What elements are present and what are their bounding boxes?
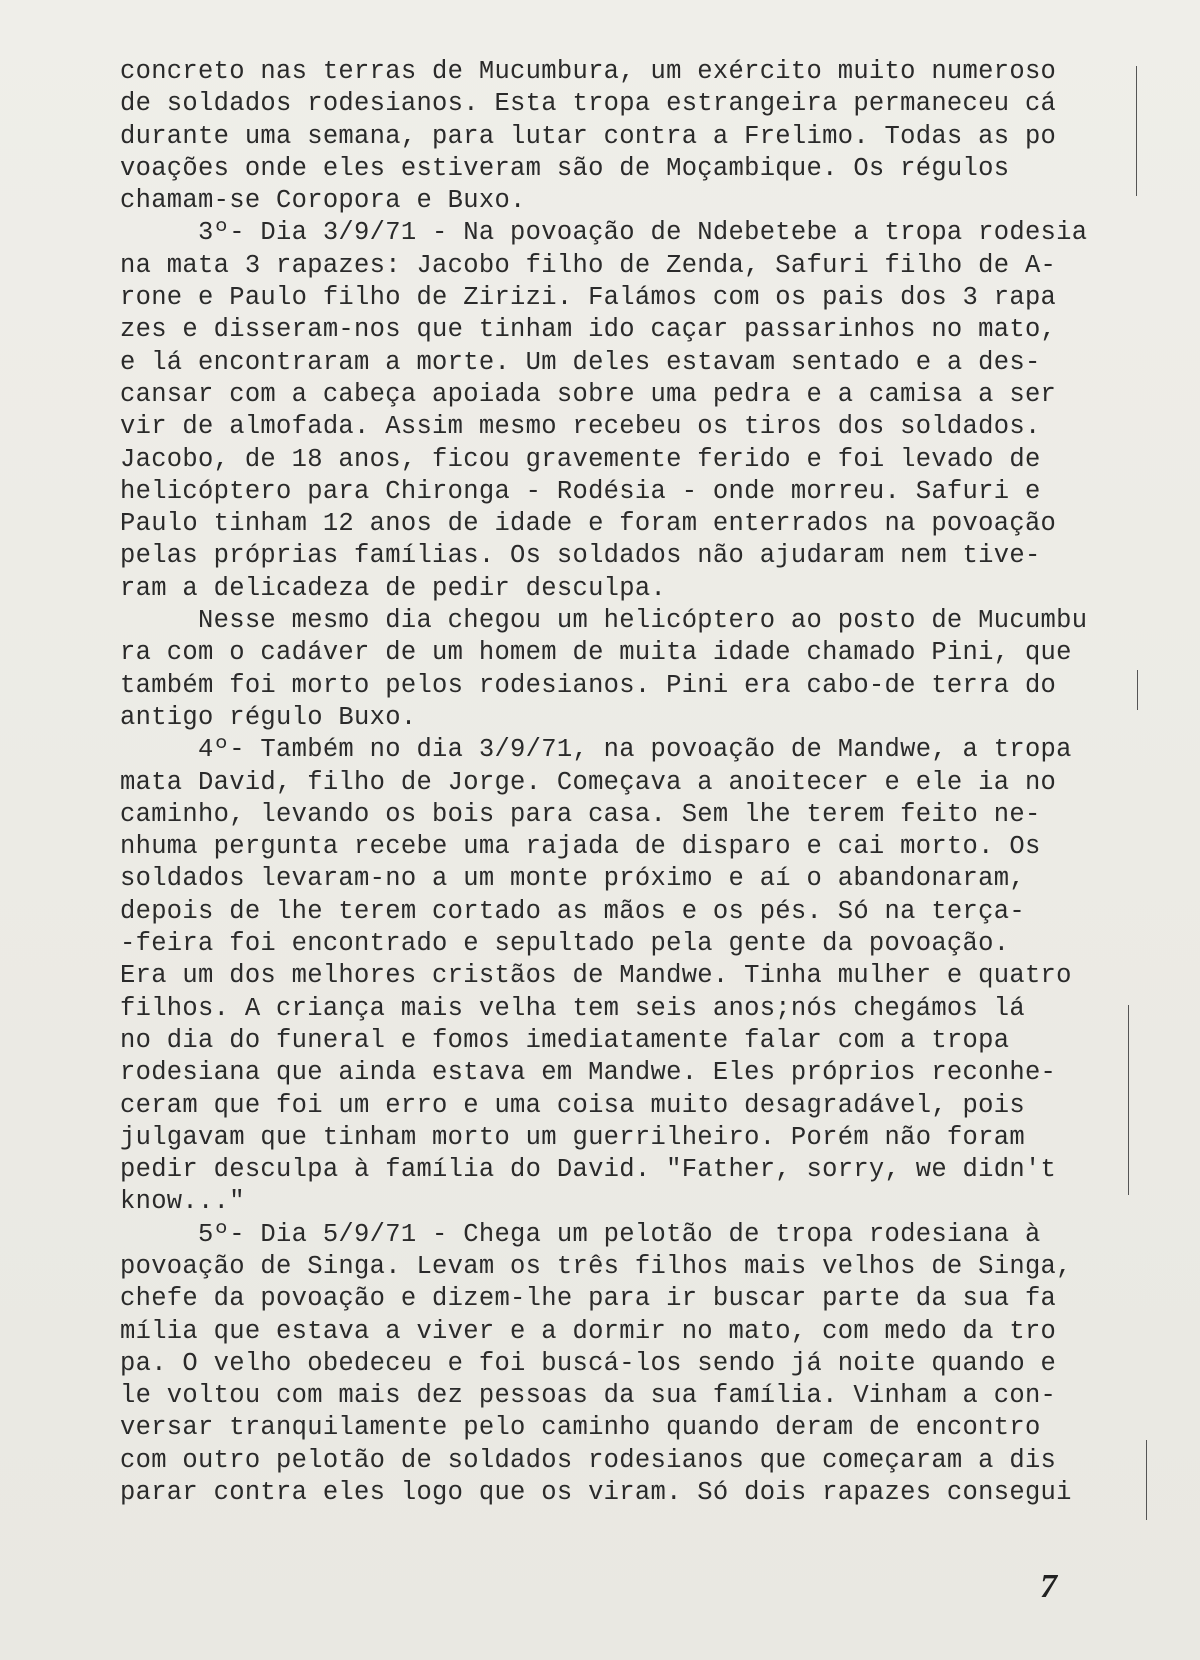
text-line: voações onde eles estiveram são de Moçambique. Os régulos <box>120 153 1010 183</box>
text-line: -feira foi encontrado e sepultado pela gente da povoação. <box>120 929 1010 959</box>
text-line: também foi morto pelos rodesianos. Pini era cabo-de terra do <box>120 670 1057 700</box>
text-line: ram a delicadeza de pedir desculpa. <box>120 573 667 603</box>
text-line: no dia do funeral e fomos imediatamente falar com a tropa <box>120 1025 1010 1055</box>
text-line: Era um dos melhores cristãos de Mandwe. Tinha mulher e quatro <box>120 961 1072 991</box>
body-text <box>120 56 1130 1542</box>
text-line: rone e Paulo filho de Zirizi. Falámos com os pais dos 3 rapa <box>120 283 1057 313</box>
text-line: zes e disseram-nos que tinham ido caçar passarinhos no mato, <box>120 315 1057 345</box>
text-line: soldados levaram-no a um monte próximo e aí o abandonaram, <box>120 864 1025 894</box>
text-line <box>120 1509 1130 1541</box>
text-line: vir de almofada. Assim mesmo recebeu os tiros dos soldados. <box>120 412 1041 442</box>
text-line: chamam-se Coropora e Buxo. <box>120 186 526 216</box>
right-margin-rule-top <box>1136 66 1137 196</box>
text-line: pedir desculpa à família do David. "Father, sorry, we didn't <box>120 1155 1057 1185</box>
text-line: mília que estava a viver e a dormir no mato, com medo da tro <box>120 1316 1057 1346</box>
text-line: com outro pelotão de soldados rodesianos que começaram a dis <box>120 1445 1057 1475</box>
text-line: concreto nas terras de Mucumbura, um exército muito numeroso <box>120 57 1057 86</box>
text-line: filhos. A criança mais velha tem seis anos;nós chegámos lá <box>120 993 1025 1023</box>
text-line: cansar com a cabeça apoiada sobre uma pedra e a camisa a ser <box>120 379 1057 409</box>
text-line: know..." <box>120 1187 245 1217</box>
text-line: Paulo tinham 12 anos de idade e foram enterrados na povoação <box>120 509 1057 539</box>
text-line: e lá encontraram a morte. Um deles estavam sentado e a des- <box>120 347 1041 377</box>
text-line: rodesiana que ainda estava em Mandwe. Eles próprios reconhe- <box>120 1058 1057 1088</box>
text-line: nhuma pergunta recebe uma rajada de disparo e cai morto. Os <box>120 832 1041 862</box>
text-line: 5º- Dia 5/9/71 - Chega um pelotão de tropa rodesiana à <box>120 1219 1041 1249</box>
text-line: pelas próprias famílias. Os soldados não ajudaram nem tive- <box>120 541 1041 571</box>
text-line: versar tranquilamente pelo caminho quando deram de encontro <box>120 1413 1041 1443</box>
text-line: antigo régulo Buxo. <box>120 702 417 732</box>
text-line: parar contra eles logo que os viram. Só dois rapazes consegui <box>120 1478 1072 1508</box>
text-line: durante uma semana, para lutar contra a Frelimo. Todas as po <box>120 121 1057 151</box>
text-line: ceram que foi um erro e uma coisa muito desagradável, pois <box>120 1090 1025 1120</box>
text-line: na mata 3 rapazes: Jacobo filho de Zenda, Safuri filho de A- <box>120 250 1057 280</box>
text-line: mata David, filho de Jorge. Começava a anoitecer e ele ia no <box>120 767 1057 797</box>
right-margin-rule-middle <box>1137 670 1138 710</box>
text-line: de soldados rodesianos. Esta tropa estrangeira permaneceu cá <box>120 89 1057 119</box>
text-line: 3º- Dia 3/9/71 - Na povoação de Ndebetebe a tropa rodesia <box>120 218 1088 248</box>
text-line: helicóptero para Chironga - Rodésia - onde morreu. Safuri e <box>120 476 1041 506</box>
text-line: caminho, levando os bois para casa. Sem lhe terem feito ne- <box>120 799 1041 829</box>
right-margin-rule-bottom <box>1146 1440 1147 1520</box>
text-line: depois de lhe terem cortado as mãos e os pés. Só na terça- <box>120 896 1025 926</box>
text-line: Nesse mesmo dia chegou um helicóptero ao posto de Mucumbu <box>120 606 1088 636</box>
text-line: julgavam que tinham morto um guerrilheiro. Porém não foram <box>120 1122 1025 1152</box>
text-line: ra com o cadáver de um homem de muita idade chamado Pini, que <box>120 638 1072 668</box>
text-line: pa. O velho obedeceu e foi buscá-los sendo já noite quando e <box>120 1348 1057 1378</box>
text-line: le voltou com mais dez pessoas da sua família. Vinham a con- <box>120 1381 1057 1411</box>
page-number: 7 <box>1040 1568 1057 1605</box>
text-line: chefe da povoação e dizem-lhe para ir buscar parte da sua fa <box>120 1284 1057 1314</box>
text-line: povoação de Singa. Levam os três filhos mais velhos de Singa, <box>120 1251 1072 1281</box>
text-line: 4º- Também no dia 3/9/71, na povoação de Mandwe, a tropa <box>120 735 1072 765</box>
text-line: Jacobo, de 18 anos, ficou gravemente ferido e foi levado de <box>120 444 1041 474</box>
